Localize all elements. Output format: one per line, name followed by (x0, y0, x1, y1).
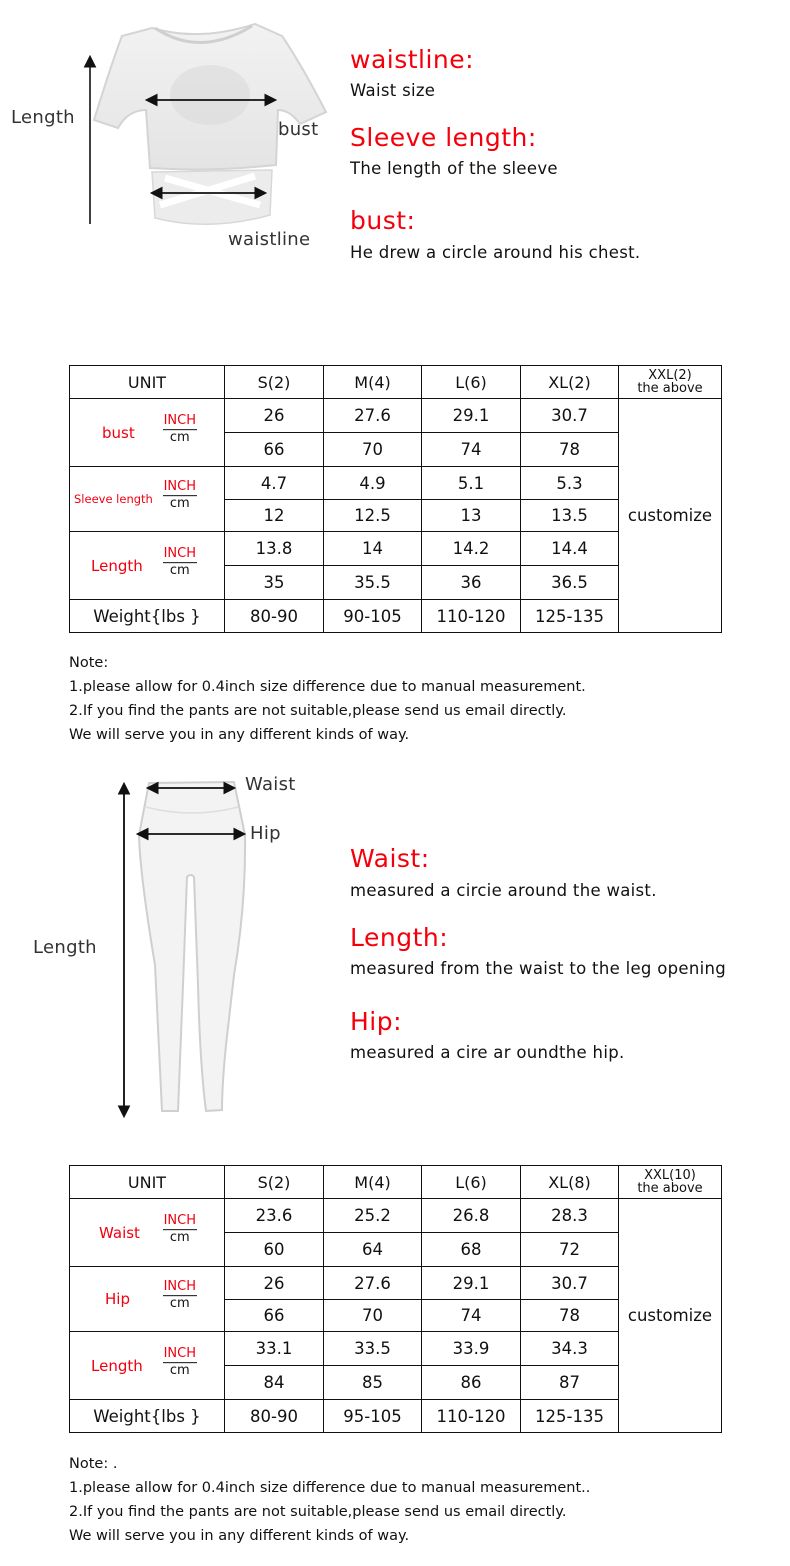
note-line: Note: (69, 655, 109, 671)
value-cell: 87 (521, 1366, 619, 1400)
value-cell: 33.5 (324, 1332, 422, 1366)
header-size: L(6) (422, 366, 521, 399)
value-cell: 28.3 (521, 1199, 619, 1233)
value-cell: 27.6 (324, 399, 422, 433)
value-cell: 110-120 (422, 600, 521, 633)
diagram-label-bust: bust (278, 119, 319, 140)
table-row (70, 1199, 722, 1233)
row-label-cell (70, 467, 225, 532)
customize-cell: customize (619, 399, 722, 633)
bottom-size-table (69, 1165, 722, 1433)
header-xxl (619, 366, 722, 399)
value-cell: 84 (225, 1366, 324, 1400)
unit-fraction (163, 1213, 197, 1245)
value-cell: 85 (324, 1366, 422, 1400)
row-label-cell (70, 1267, 225, 1332)
value-cell: 36 (422, 566, 521, 600)
value-cell: 66 (225, 433, 324, 467)
table-header-row (70, 1166, 722, 1199)
value-cell: 35.5 (324, 566, 422, 600)
leggings-shape (139, 782, 245, 1111)
cm-label: cm (169, 562, 190, 578)
value-cell: 14 (324, 532, 422, 566)
value-cell: 80-90 (225, 600, 324, 633)
value-cell: 14.4 (521, 532, 619, 566)
value-cell: 70 (324, 1300, 422, 1332)
value-cell: 64 (324, 1233, 422, 1267)
customize-cell: customize (619, 1199, 722, 1433)
value-cell: 23.6 (225, 1199, 324, 1233)
value-cell: 125-135 (521, 600, 619, 633)
value-cell: 60 (225, 1233, 324, 1267)
inch-label: INCH (163, 1212, 196, 1228)
definition-desc: measured a cire ar oundthe hip. (350, 1043, 625, 1062)
value-cell: 80-90 (225, 1400, 324, 1433)
header-unit: UNIT (70, 1166, 225, 1199)
note-line: 1.please allow for 0.4inch size difference due to manual measurement. (69, 679, 586, 695)
header-size: S(2) (225, 1166, 324, 1199)
cm-label: cm (169, 1296, 190, 1312)
value-cell: 26.8 (422, 1199, 521, 1233)
cm-label: cm (169, 1229, 190, 1245)
value-cell: 34.3 (521, 1332, 619, 1366)
value-cell: 4.9 (324, 467, 422, 500)
value-cell: 36.5 (521, 566, 619, 600)
diagram-label-length: Length (33, 937, 97, 958)
header-size: L(6) (422, 1166, 521, 1199)
diagram-label-length: Length (11, 107, 75, 128)
header-unit: UNIT (70, 366, 225, 399)
diagram-label-waist: Waist (245, 774, 296, 795)
value-cell: 27.6 (324, 1267, 422, 1300)
unit-fraction (163, 479, 197, 511)
value-cell: 12 (225, 500, 324, 532)
header-size: XL(2) (521, 366, 619, 399)
note-line: 1.please allow for 0.4inch size difference due to manual measurement.. (69, 1480, 591, 1496)
definition-desc: The length of the sleeve (350, 159, 558, 178)
xxl-note: the above (637, 1181, 703, 1196)
unit-fraction (163, 1346, 197, 1378)
note-line: 2.If you find the pants are not suitable,please send us email directly. (69, 1504, 567, 1520)
row-label: bust (102, 423, 135, 442)
value-cell: 86 (422, 1366, 521, 1400)
xxl-note: the above (637, 381, 703, 396)
inch-label: INCH (163, 545, 196, 561)
unit-fraction (163, 1279, 197, 1311)
table-row (70, 399, 722, 433)
row-label: Length (91, 1356, 143, 1375)
value-cell: 13 (422, 500, 521, 532)
inch-label: INCH (163, 479, 196, 495)
weight-label: Weight{lbs } (70, 600, 225, 633)
note-line: 2.If you find the pants are not suitable,please send us email directly. (69, 703, 567, 719)
row-label-cell (70, 532, 225, 600)
row-label-cell (70, 1332, 225, 1400)
row-label: Hip (105, 1290, 130, 1308)
inch-label: INCH (163, 412, 196, 428)
note-line: We will serve you in any different kinds of way. (69, 727, 410, 743)
xxl-size: XXL(10) (644, 1168, 696, 1183)
value-cell: 35 (225, 566, 324, 600)
definition-title: Sleeve length: (350, 123, 537, 152)
value-cell: 4.7 (225, 467, 324, 500)
header-size: XL(8) (521, 1166, 619, 1199)
diagram-label-waistline: waistline (228, 229, 311, 250)
definition-desc: He drew a circle around his chest. (350, 243, 641, 262)
value-cell: 26 (225, 399, 324, 433)
row-label-cell (70, 1199, 225, 1267)
value-cell: 5.3 (521, 467, 619, 500)
value-cell: 13.5 (521, 500, 619, 532)
top-size-table (69, 365, 722, 633)
header-size: M(4) (324, 1166, 422, 1199)
definition-title: Length: (350, 923, 449, 952)
value-cell: 90-105 (324, 600, 422, 633)
value-cell: 95-105 (324, 1400, 422, 1433)
value-cell: 72 (521, 1233, 619, 1267)
cm-label: cm (169, 1362, 190, 1378)
value-cell: 74 (422, 1300, 521, 1332)
cm-label: cm (169, 429, 190, 445)
definition-desc: measured a circie around the waist. (350, 881, 657, 900)
value-cell: 78 (521, 433, 619, 467)
value-cell: 125-135 (521, 1400, 619, 1433)
value-cell: 66 (225, 1300, 324, 1332)
definition-desc: Waist size (350, 81, 436, 100)
value-cell: 70 (324, 433, 422, 467)
weight-label: Weight{lbs } (70, 1400, 225, 1433)
header-size: M(4) (324, 366, 422, 399)
header-size: S(2) (225, 366, 324, 399)
value-cell: 13.8 (225, 532, 324, 566)
value-cell: 5.1 (422, 467, 521, 500)
value-cell: 14.2 (422, 532, 521, 566)
unit-fraction (163, 413, 197, 445)
value-cell: 29.1 (422, 399, 521, 433)
note-line: Note: . (69, 1456, 118, 1472)
row-label: Length (91, 556, 143, 575)
inch-label: INCH (163, 1345, 196, 1361)
unit-fraction (163, 546, 197, 578)
bottom-note (69, 1452, 590, 1548)
value-cell: 74 (422, 433, 521, 467)
value-cell: 30.7 (521, 1267, 619, 1300)
value-cell: 110-120 (422, 1400, 521, 1433)
value-cell: 78 (521, 1300, 619, 1332)
row-label: Waist (99, 1223, 140, 1242)
row-label: Sleeve length (74, 492, 153, 506)
value-cell: 30.7 (521, 399, 619, 433)
value-cell: 12.5 (324, 500, 422, 532)
diagram-label-hip: Hip (250, 823, 281, 844)
cm-label: cm (169, 496, 190, 512)
top-note (69, 651, 586, 747)
definition-title: Hip: (350, 1007, 403, 1036)
xxl-size: XXL(2) (648, 368, 692, 383)
row-label-cell (70, 399, 225, 467)
value-cell: 33.9 (422, 1332, 521, 1366)
value-cell: 68 (422, 1233, 521, 1267)
value-cell: 29.1 (422, 1267, 521, 1300)
value-cell: 33.1 (225, 1332, 324, 1366)
header-xxl (619, 1166, 722, 1199)
value-cell: 26 (225, 1267, 324, 1300)
definition-desc: measured from the waist to the leg opening (350, 959, 727, 978)
definition-title: bust: (350, 206, 416, 235)
definition-title: waistline: (350, 45, 475, 74)
note-line: We will serve you in any different kinds of way. (69, 1528, 410, 1544)
definition-title: Waist: (350, 844, 430, 873)
inch-label: INCH (163, 1279, 196, 1295)
table-header-row (70, 366, 722, 399)
value-cell: 25.2 (324, 1199, 422, 1233)
